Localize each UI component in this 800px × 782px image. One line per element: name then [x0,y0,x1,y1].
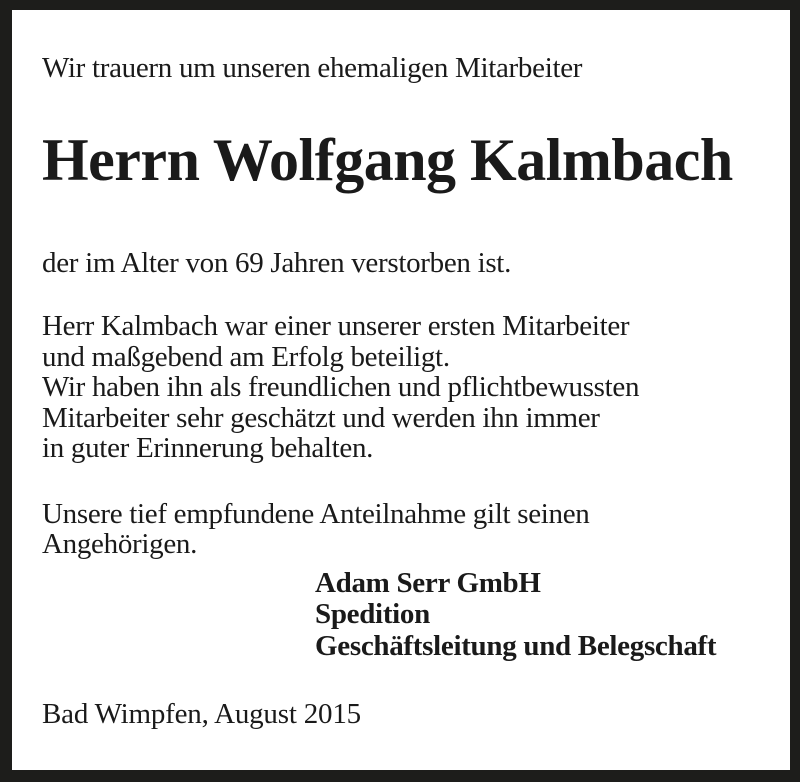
signature-company: Adam Serr GmbH [315,566,541,599]
tribute-line: Herr Kalmbach war einer unserer ersten Mitarbeiter [42,310,630,342]
signature-signers: Geschäftsleitung und Belegschaft [315,629,717,662]
condolence-line: Unsere tief empfundene Anteilnahme gilt seinen [42,497,590,530]
condolence-line: Angehörigen. [42,528,198,560]
tribute-line: Wir haben ihn als freundlichen und pflichtbewussten [42,371,640,403]
condolence-paragraph [42,499,760,560]
signature-company-type: Spedition [315,598,430,630]
tribute-line: und maßgebend am Erfolg beteiligt. [42,340,450,373]
deceased-name-headline: Herrn Wolfgang Kalmbach [42,127,733,193]
tribute-line: in guter Erinnerung behalten. [42,432,374,464]
tribute-paragraph [42,311,760,464]
obituary-content [12,10,790,770]
tribute-line: Mitarbeiter sehr geschätzt und werden ihn immer [42,401,600,434]
place-date-line: Bad Wimpfen, August 2015 [42,698,361,730]
death-age-line: der im Alter von 69 Jahren verstorben ist. [42,247,512,279]
signature-block [315,568,760,663]
intro-line: Wir trauern um unseren ehemaligen Mitarbeiter [42,52,583,84]
